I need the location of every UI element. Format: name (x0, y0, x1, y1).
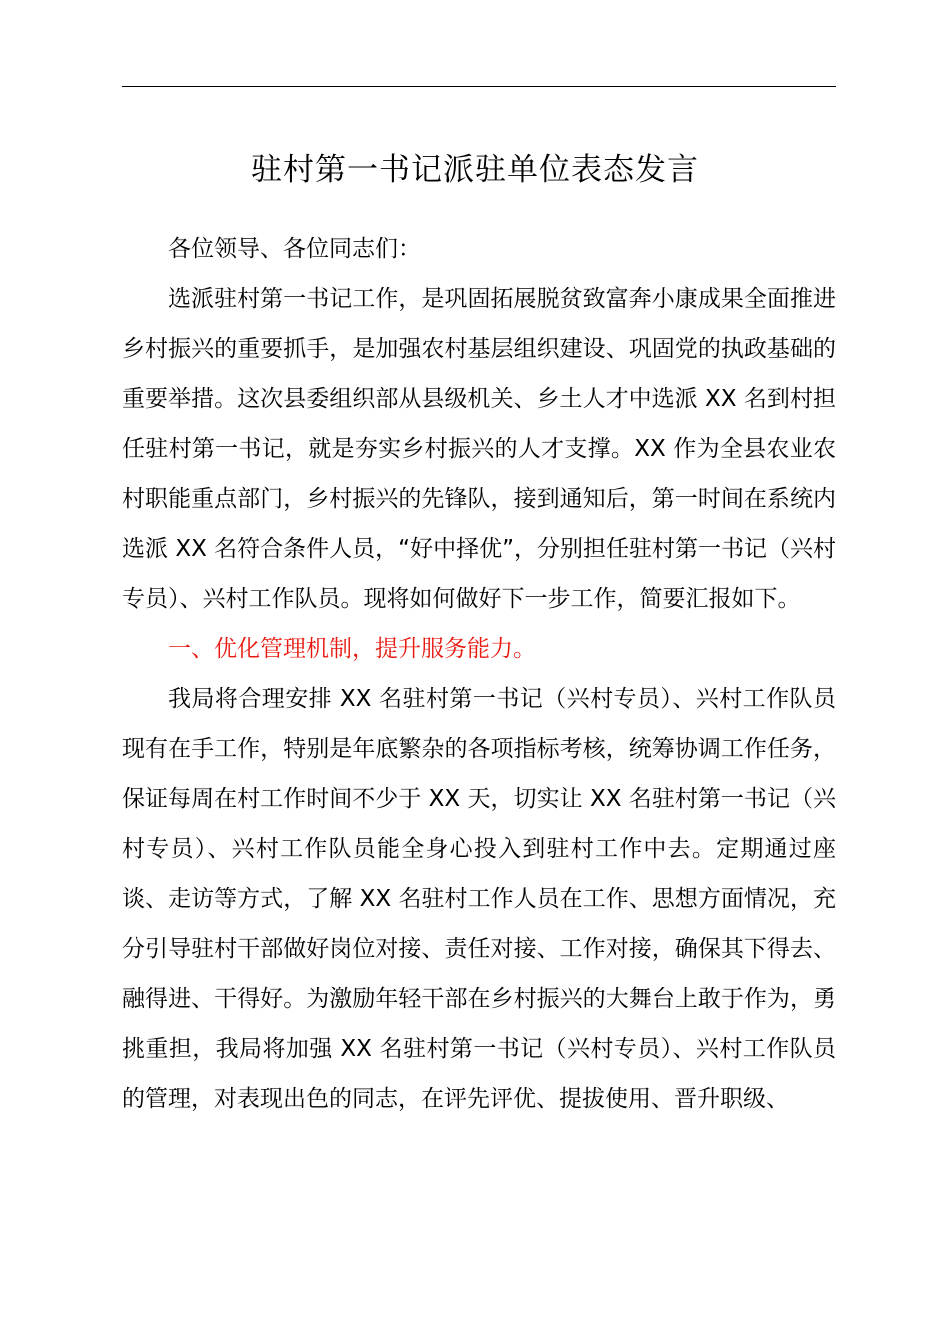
salutation: 各位领导、各位同志们： (168, 236, 421, 262)
intro-paragraph: 选派驻村第一书记工作，是巩固拓展脱贫致富奔小康成果全面推进乡村振兴的重要抓手，是加强农村基层组织建设、巩固党的执政基础的重要举措。这次县委组织部从县级机关、乡土人才中选派 XX 名到村担任驻村第一书记，就是夯实乡村振兴的人才支撑。XX 作为全县农业农村职能重点部门，乡村振兴的先锋队，接到通知后，第一时间在系统内选派 XX 名符合条件人员，“好中择优”，分别担任驻村第一书记（兴村专员）、兴村工作队员。现将如何做好下一步工作，简要汇报如下。 (122, 286, 836, 612)
section-heading: 一、优化管理机制，提升服务能力。 (168, 636, 536, 662)
section-paragraph: 我局将合理安排 XX 名驻村第一书记（兴村专员）、兴村工作队员现有在手工作，特别是年底繁杂的各项指标考核，统筹协调工作任务，保证每周在村工作时间不少于 XX 天，切实让 XX 名驻村第一书记（兴村专员）、兴村工作队员能全身心投入到驻村工作中去。定期通过座谈、走访等方式，了解 XX 名驻村工作人员在工作、思想方面情况，充分引导驻村干部做好岗位对接、责任对接、工作对接，确保其下得去、融得进、干得好。为激励年轻干部在乡村振兴的大舞台上敢于作为，勇挑重担，我局将加强 XX 名驻村第一书记（兴村专员）、兴村工作队员的管理，对表现出色的同志，在评先评优、提拔使用、晋升职级、 (122, 686, 836, 1112)
header-rule (122, 86, 836, 87)
document-title: 驻村第一书记派驻单位表态发言 (251, 152, 699, 188)
document-body (122, 224, 836, 1124)
